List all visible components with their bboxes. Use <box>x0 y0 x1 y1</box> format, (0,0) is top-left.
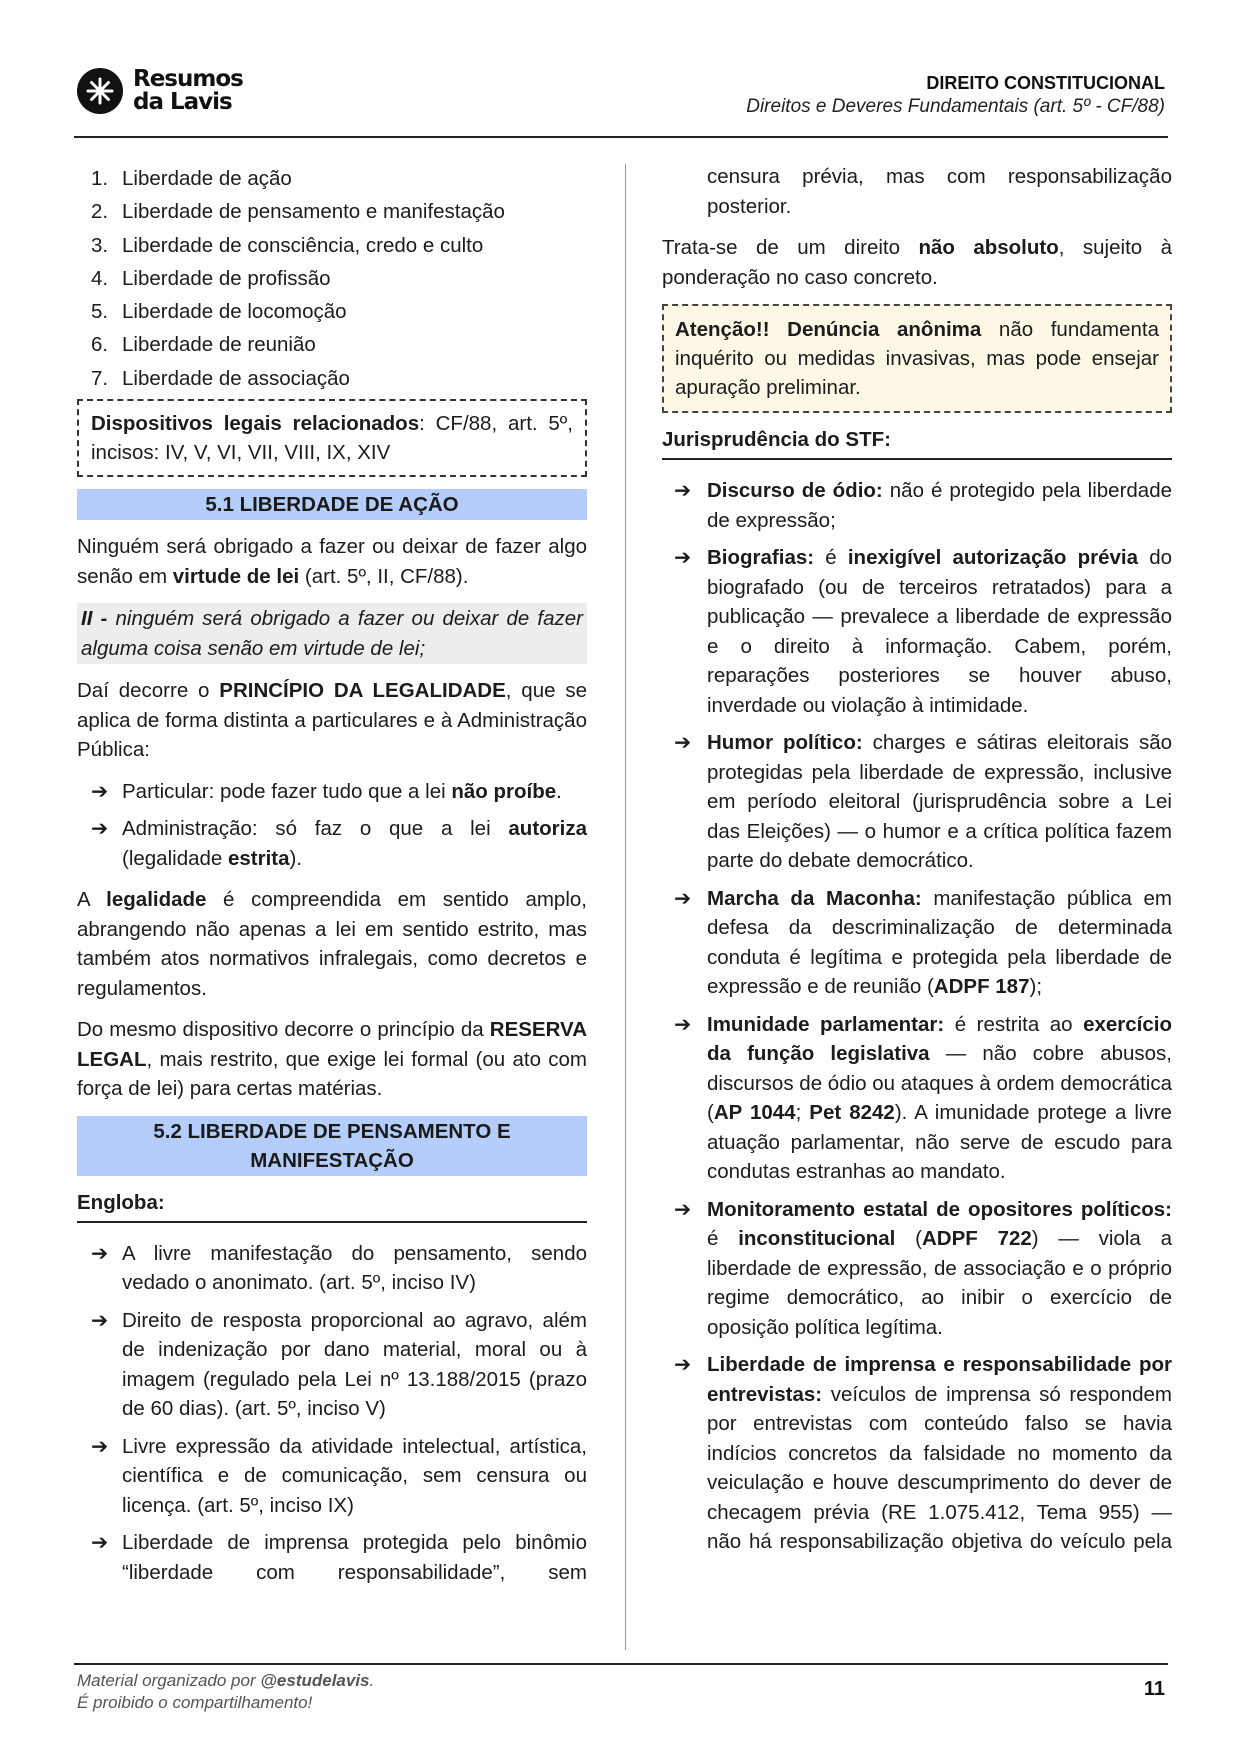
footer-note: Material organizado por @estudelavis. É proibido o compartilhamento! <box>77 1671 375 1712</box>
liberdades-list <box>77 162 587 395</box>
list-item: ➔ Particular: pode fazer tudo que a lei não proíbe. <box>77 777 587 807</box>
right-arrow-icon: ➔ <box>91 1308 109 1332</box>
paragraph: A legalidade é compreendida em sentido amplo, abrangendo não apenas a lei em sentido estrito, mas também atos normativos infralegais, como decretos e regulamentos. <box>77 888 587 1000</box>
right-arrow-icon: ➔ <box>91 1241 109 1265</box>
list-item: ➔ Livre expressão da atividade intelectual, artística, científica e de comunicação, sem censura ou licença. (art. 5º, inciso IX) <box>77 1432 587 1521</box>
list-item: ➔ Humor político: charges e sátiras eleitorais são protegidas pela liberdade de expressão, inclusive em período eleitoral (jurisprudência sobre a Lei das Eleições) — o humor e a crítica política fazem parte do debate democrático. <box>662 728 1172 876</box>
list-item: 5. Liberdade de locomoção <box>91 300 347 324</box>
paragraph: Trata-se de um direito não absoluto, sujeito à ponderação no caso concreto. <box>662 236 1173 289</box>
list-item: ➔ Liberdade de imprensa e responsabilidade por entrevistas: veículos de imprensa só respondem por entrevistas com conteúdo falso se havia indícios concretos da falsidade no momento da veiculação e houve descumprimento do dever de checagem prévia (RE 1.075.412, Tema 955) — não há responsabilização objetiva do veículo pela <box>662 1350 1172 1557</box>
list-item: ➔ Liberdade de imprensa protegida pelo binômio “liberdade com responsabilidade”, sem <box>77 1528 587 1587</box>
list-item: ➔ Biografias: é inexigível autorização prévia do biografado (ou de terceiros retratados) para a publicação — prevalece a liberdade de expressão e o direito à informação. Cabem, porém, reparações posteriores se houver abuso, inverdade ou violação à intimidade. <box>662 543 1172 720</box>
brand-logo <box>77 68 243 114</box>
right-arrow-icon: ➔ <box>674 1197 692 1221</box>
list-item: 6. Liberdade de reunião <box>91 333 316 357</box>
section-title-5-2: 5.2 LIBERDADE DE PENSAMENTO E MANIFESTAÇÃO <box>77 1116 587 1176</box>
brand-name <box>133 68 243 114</box>
list-item: ➔ Administração: só faz o que a lei autoriza (legalidade estrita). <box>77 814 587 873</box>
left-column <box>77 162 587 1599</box>
list-item: ➔ Marcha da Maconha: manifestação pública em defesa da descriminalização de determinada conduta é legítima e protegida pela liberdade de expressão e de reunião (ADPF 187); <box>662 884 1172 1002</box>
list-item: ➔ Direito de resposta proporcional ao agravo, além de indenização por dano material, moral ou à imagem (regulado pela Lei nº 13.188/2015 (prazo de 60 dias). (art. 5º, inciso V) <box>77 1306 587 1424</box>
right-arrow-icon: ➔ <box>674 546 692 569</box>
right-column <box>662 162 1172 1569</box>
jurisprudencia-list <box>662 476 1172 1557</box>
list-item: 1. Liberdade de ação <box>91 167 292 190</box>
brand-line1: Resumos <box>133 66 243 92</box>
right-arrow-icon: ➔ <box>674 731 692 754</box>
list-item: ➔ A livre manifestação do pensamento, sendo vedado o anonimato. (art. 5º, inciso IV) <box>77 1239 587 1298</box>
footer-divider <box>74 1663 1168 1665</box>
topic-subtitle: Direitos e Deveres Fundamentais (art. 5º - CF/88) <box>746 96 1165 117</box>
list-item: 2. Liberdade de pensamento e manifestação <box>91 200 505 224</box>
paragraph: Ninguém será obrigado a fazer ou deixar de fazer algo senão em virtude de lei (art. 5º, II, CF/88). <box>77 535 587 588</box>
right-arrow-icon: ➔ <box>91 817 109 841</box>
jurisprudencia-heading: Jurisprudência do STF: <box>662 425 1172 460</box>
section-title-5-1: 5.1 LIBERDADE DE AÇÃO <box>77 489 587 520</box>
law-quote: II - ninguém será obrigado a fazer ou deixar de fazer alguma coisa senão em virtude de lei; <box>77 603 587 664</box>
list-item: 4. Liberdade de profissão <box>91 266 331 290</box>
right-arrow-icon: ➔ <box>91 1531 109 1555</box>
legalidade-list <box>77 777 587 874</box>
page-number: 11 <box>1143 1678 1165 1700</box>
header-divider <box>74 136 1168 138</box>
dispositivos-label: Dispositivos legais relacionados <box>91 412 420 436</box>
dispositivos-text: : CF/88, art. 5º, incisos: IV, V, VI, VII, VIII, IX, XIV <box>91 412 573 465</box>
engloba-heading: Engloba: <box>77 1188 587 1223</box>
engloba-list <box>77 1239 587 1588</box>
asterisk-star-icon <box>77 68 123 114</box>
atencao-box: Atenção!! Denúncia anônima não fundamenta inquérito ou medidas invasivas, mas pode ensejar apuração preliminar. <box>662 304 1172 413</box>
right-arrow-icon: ➔ <box>674 886 692 910</box>
paragraph: Daí decorre o PRINCÍPIO DA LEGALIDADE, que se aplica de forma distinta a particulares e à Administração Pública: <box>77 679 587 762</box>
paragraph: Do mesmo dispositivo decorre o princípio da RESERVA LEGAL, mais restrito, que exige lei formal (ou ato com força de lei) para certas matérias. <box>77 1018 587 1101</box>
right-arrow-icon: ➔ <box>674 1012 692 1036</box>
instagram-handle: @estudelavis <box>260 1671 370 1690</box>
list-item: ➔ Monitoramento estatal de opositores políticos: é inconstitucional (ADPF 722) — viola a liberdade de expressão, de associação e o próprio regime democrático, ao inibir o exercício de oposição política legítima. <box>662 1195 1172 1343</box>
right-arrow-icon: ➔ <box>91 1434 109 1458</box>
list-item: ➔ Discurso de ódio: não é protegido pela liberdade de expressão; <box>662 476 1172 535</box>
right-arrow-icon: ➔ <box>674 1353 692 1376</box>
column-divider <box>625 164 626 1650</box>
right-arrow-icon: ➔ <box>91 779 109 803</box>
right-arrow-icon: ➔ <box>674 479 692 502</box>
dispositivos-box <box>77 399 587 477</box>
continued-text: censura prévia, mas com responsabilização posterior. <box>707 165 1172 218</box>
list-item: 3. Liberdade de consciência, credo e culto <box>91 233 484 257</box>
header-info <box>746 72 1165 120</box>
brand-line2: da Lavis <box>133 89 232 115</box>
list-item: ➔ Imunidade parlamentar: é restrita ao exercício da função legislativa — não cobre abusos, discursos de ódio ou ataques à ordem democrática (AP 1044; Pet 8242). A imunidade protege a livre atuação parlamentar, não serve de escudo para condutas estranhas ao mandato. <box>662 1010 1172 1187</box>
subject-title: DIREITO CONSTITUCIONAL <box>926 73 1165 93</box>
list-item: 7. Liberdade de associação <box>91 366 350 390</box>
